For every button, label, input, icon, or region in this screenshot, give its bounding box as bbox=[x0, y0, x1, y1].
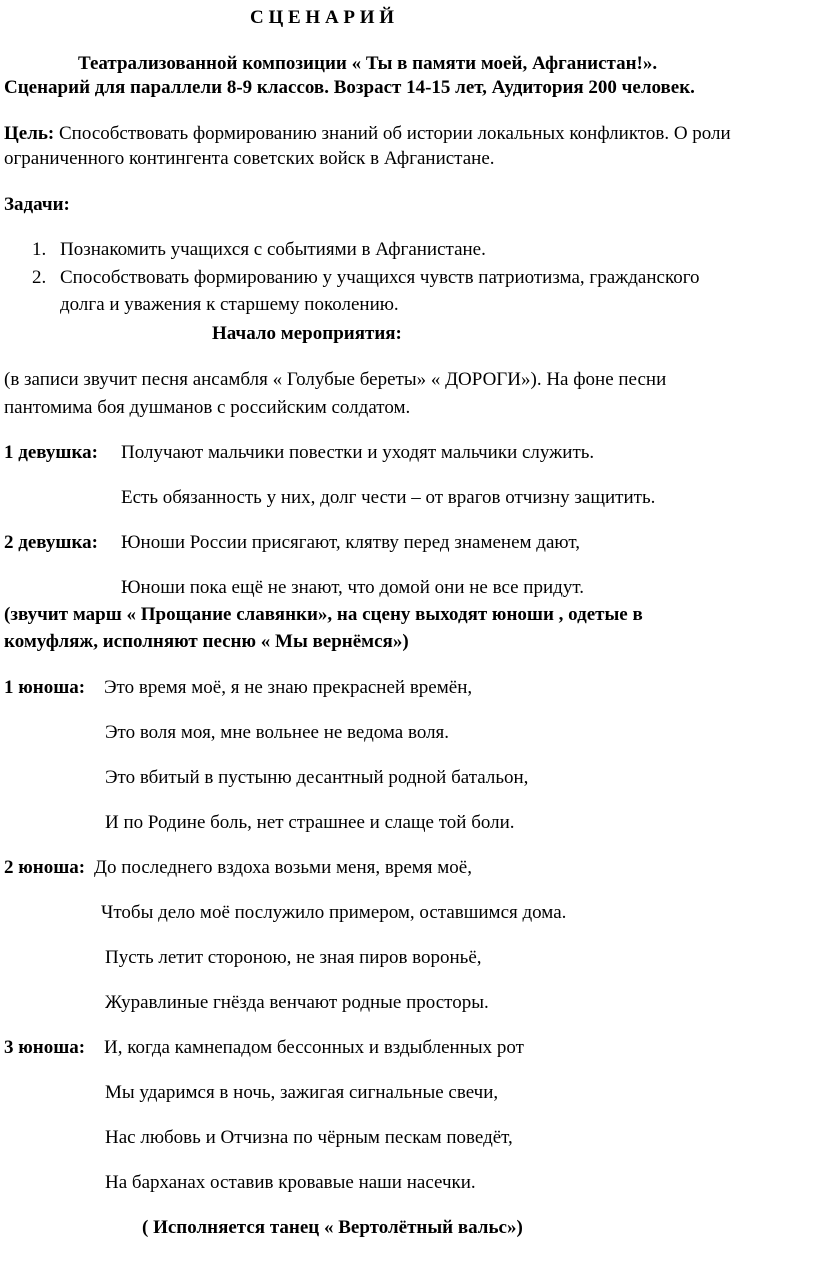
task-text: Познакомить учащихся с событиями в Афганистане. bbox=[60, 239, 486, 260]
task-item-1 bbox=[32, 238, 486, 262]
boy3-label: 3 юноша: bbox=[4, 1037, 86, 1058]
boy1-label: 1 юноша: bbox=[4, 677, 86, 698]
march-line-2: комуфляж, исполняют песню « Мы вернёмся») bbox=[4, 631, 409, 652]
girl1-label: 1 девушка: bbox=[4, 442, 98, 463]
dance-note: ( Исполняется танец « Вертолётный вальс») bbox=[142, 1217, 523, 1238]
boy2-line-2: Чтобы дело моё послужило примером, оставшимся дома. bbox=[101, 902, 567, 923]
march-line-1: (звучит марш « Прощание славянки», на сцену выходят юноши , одетые в bbox=[4, 604, 643, 625]
intro-line-1: (в записи звучит песня ансамбля « Голубые береты» « ДОРОГИ»). На фоне песни bbox=[4, 369, 667, 390]
goal-label: Цель: bbox=[4, 123, 55, 144]
girl1-line-1: Получают мальчики повестки и уходят мальчики служить. bbox=[121, 442, 595, 463]
girl2-line-1: Юноши России присягают, клятву перед знаменем дают, bbox=[121, 532, 580, 553]
subtitle-line-2: Сценарий для параллели 8-9 классов. Возраст 14-15 лет, Аудитория 200 человек. bbox=[4, 77, 695, 98]
subtitle-line-1: Театрализованной композиции « Ты в памяти моей, Афганистан!». bbox=[78, 53, 658, 74]
girl2-label: 2 девушка: bbox=[4, 532, 98, 553]
boy3-line-4: На барханах оставив кровавые наши насечки. bbox=[105, 1172, 476, 1193]
document-title: С Ц Е Н А Р И Й bbox=[250, 7, 395, 28]
boy3-line-3: Нас любовь и Отчизна по чёрным пескам поведёт, bbox=[105, 1127, 513, 1148]
boy3-line-1: И, когда камнепадом бессонных и вздыбленных рот bbox=[104, 1037, 524, 1058]
task-item-2 bbox=[32, 266, 700, 290]
boy1-line-2: Это воля моя, мне вольнее не ведома воля. bbox=[105, 722, 450, 743]
boy3-line-2: Мы ударимся в ночь, зажигая сигнальные свечи, bbox=[105, 1082, 499, 1103]
task-number: 1. bbox=[32, 239, 47, 260]
boy1-line-3: Это вбитый в пустыню десантный родной батальон, bbox=[105, 767, 529, 788]
girl2-line-2: Юноши пока ещё не знают, что домой они не все придут. bbox=[121, 577, 584, 598]
goal-text-2: ограниченного контингента советских войск в Афганистане. bbox=[4, 148, 495, 169]
boy2-line-4: Журавлиные гнёзда венчают родные просторы. bbox=[105, 992, 489, 1013]
intro-line-2: пантомима боя душманов с российским солдатом. bbox=[4, 397, 411, 418]
event-start-heading: Начало мероприятия: bbox=[212, 323, 402, 344]
task-item-2-cont: долга и уважения к старшему поколению. bbox=[60, 294, 399, 315]
boy2-line-3: Пусть летит стороною, не зная пиров вороньё, bbox=[105, 947, 482, 968]
goal-text-1: Способствовать формированию знаний об истории локальных конфликтов. О роли bbox=[54, 123, 731, 144]
boy2-label: 2 юноша: bbox=[4, 857, 86, 878]
task-number: 2. bbox=[32, 267, 47, 288]
task-text: Способствовать формированию у учащихся чувств патриотизма, гражданского bbox=[60, 267, 700, 288]
boy1-line-1: Это время моё, я не знаю прекрасней времён, bbox=[104, 677, 473, 698]
boy2-line-1: До последнего вздоха возьми меня, время моё, bbox=[94, 857, 472, 878]
goal-paragraph bbox=[4, 122, 731, 146]
tasks-label: Задачи: bbox=[4, 194, 70, 215]
boy1-line-4: И по Родине боль, нет страшнее и слаще той боли. bbox=[105, 812, 515, 833]
girl1-line-2: Есть обязанность у них, долг чести – от врагов отчизну защитить. bbox=[121, 487, 656, 508]
